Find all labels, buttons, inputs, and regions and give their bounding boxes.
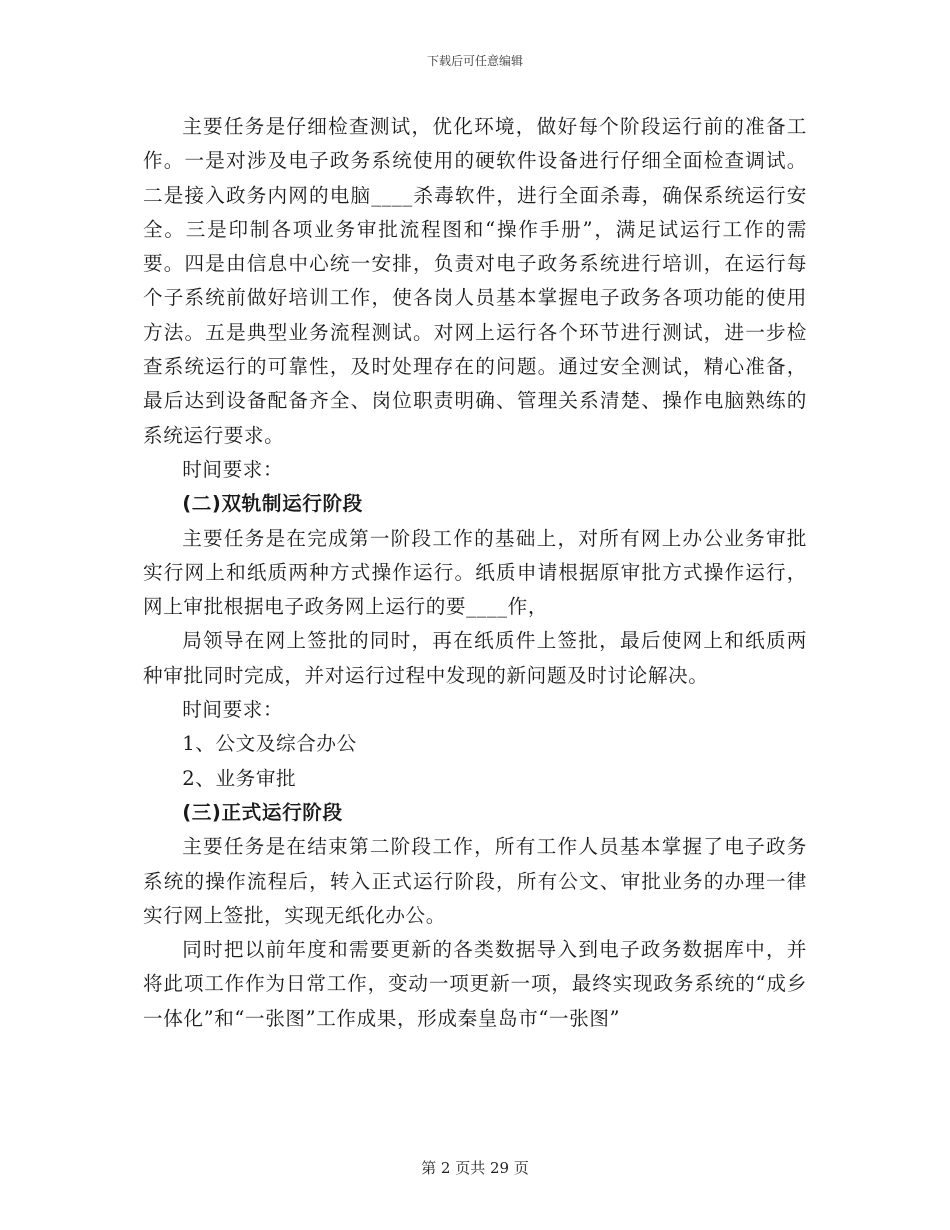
page-header: 下载后可任意编辑: [426, 54, 523, 68]
paragraph-dual-track-tasks: 主要任务是在完成第一阶段工作的基础上，对所有网上办公业务审批实行网上和纸质两种方式操作运行。纸质申请根据原审批方式操作运行，网上审批根据电子政务网上运行的要____作，: [143, 526, 807, 619]
section-heading-formal-operation: (三)正式运行阶段: [182, 800, 343, 824]
paragraph-time-requirement: 时间要求：: [182, 698, 284, 722]
document-body: [143, 110, 807, 1036]
paragraph-time-requirement: 时间要求：: [182, 457, 284, 481]
paragraph-leader-signoff: 局领导在网上签批的同时，再在纸质件上签批，最后使网上和纸质两种审批同时完成，并对运行过程中发现的新问题及时讨论解决。: [143, 629, 807, 687]
list-item-business-approval: 2、业务审批: [182, 766, 297, 790]
paragraph-data-import: 同时把以前年度和需要更新的各类数据导入到电子政务数据库中，并将此项工作作为日常工作，变动一项更新一项，最终实现政务系统的“成乡一体化”和“一张图”工作成果，形成秦皇岛市“一张图”: [143, 938, 807, 1030]
paragraph-formal-tasks: 主要任务是在结束第二阶段工作，所有工作人员基本掌握了电子政务系统的操作流程后，转入正式运行阶段，所有公文、审批业务的办理一律实行网上签批，实现无纸化办公。: [143, 835, 807, 927]
list-item-official-docs: 1、公文及综合办公: [182, 732, 357, 756]
page-number: 第 2 页共 29 页: [421, 1159, 529, 1177]
paragraph-stage1-tasks: 主要任务是仔细检查测试，优化环境，做好每个阶段运行前的准备工作。一是对涉及电子政务系统使用的硬软件设备进行仔细全面检查调试。二是接入政务内网的电脑____杀毒软件，进行全面杀毒，确保系统运行安全。三是印制各项业务审批流程图和“操作手册”，满足试运行工作的需要。四是由信息中心统一安排，负责对电子政务系统进行培训，在运行每个子系统前做好培训工作，使各岗人员基本掌握电子政务各项功能的使用方法。五是典型业务流程测试。对网上运行各个环节进行测试，进一步检查系统运行的可靠性，及时处理存在的问题。通过安全测试，精心准备，最后达到设备配备齐全、岗位职责明确、管理关系清楚、操作电脑熟练的系统运行要求。: [143, 115, 807, 447]
section-heading-dual-track: (二)双轨制运行阶段: [182, 492, 363, 516]
